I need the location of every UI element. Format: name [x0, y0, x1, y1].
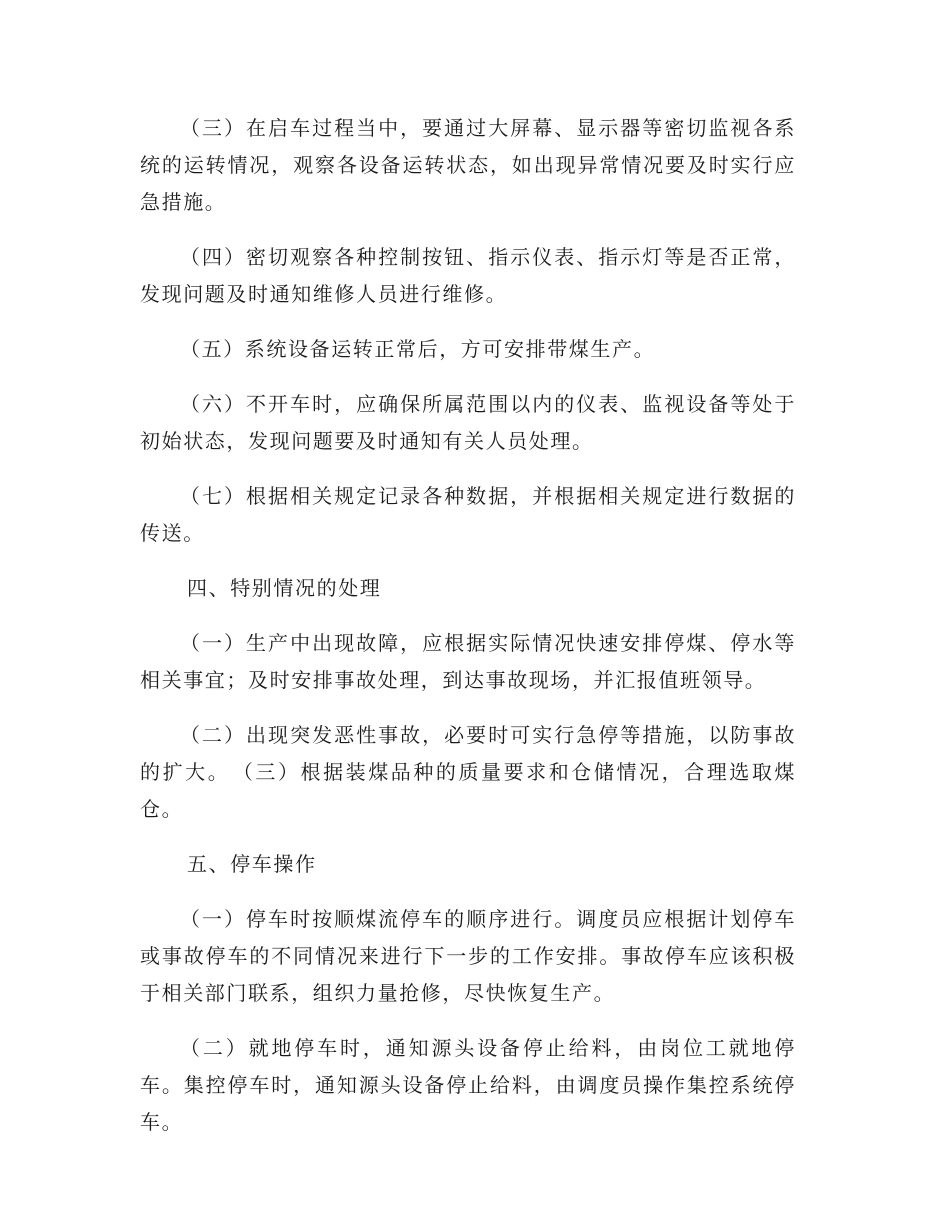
paragraph-record-data: （七）根据相关规定记录各种数据，并根据相关规定进行数据的传送。: [140, 484, 796, 545]
paragraph-emergency-stop: （二）出现突发恶性事故，必要时可实行急停等措施，以防事故的扩大。 （三）根据装煤品种的质量要求和仓储情况，合理选取煤仓。: [140, 723, 796, 821]
paragraph-start-production: （五）系统设备运转正常后，方可安排带煤生产。: [180, 337, 656, 361]
paragraph-startup-monitoring: （三）在启车过程当中，要通过大屏幕、显示器等密切监视各系统的运转情况，观察各设备运转状态，如出现异常情况要及时实行应急措施。: [140, 116, 796, 214]
document-page: [140, 110, 796, 1159]
section-heading-stop-operation: 五、停车操作: [187, 852, 317, 876]
paragraph-idle-state: （六）不开车时，应确保所属范围以内的仪表、监视设备等处于初始状态，发现问题要及时通知有关人员处理。: [140, 392, 796, 453]
paragraph-stop-sequence: （一）停车时按顺煤流停车的顺序进行。调度员应根据计划停车或事故停车的不同情况来进行下一步的工作安排。事故停车应该积极于相关部门联系，组织力量抢修，尽快恢复生产。: [140, 907, 796, 1005]
section-heading-special-situations: 四、特别情况的处理: [187, 576, 382, 600]
paragraph-fault-handling: （一）生产中出现故障，应根据实际情况快速安排停煤、停水等相关事宜；及时安排事故处理，到达事故现场，并汇报值班领导。: [140, 631, 796, 692]
paragraph-local-stop: （二）就地停车时，通知源头设备停止给料，由岗位工就地停车。集控停车时，通知源头设备停止给料，由调度员操作集控系统停车。: [140, 1036, 796, 1134]
paragraph-check-controls: （四）密切观察各种控制按钮、指示仪表、指示灯等是否正常，发现问题及时通知维修人员进行维修。: [140, 245, 796, 306]
